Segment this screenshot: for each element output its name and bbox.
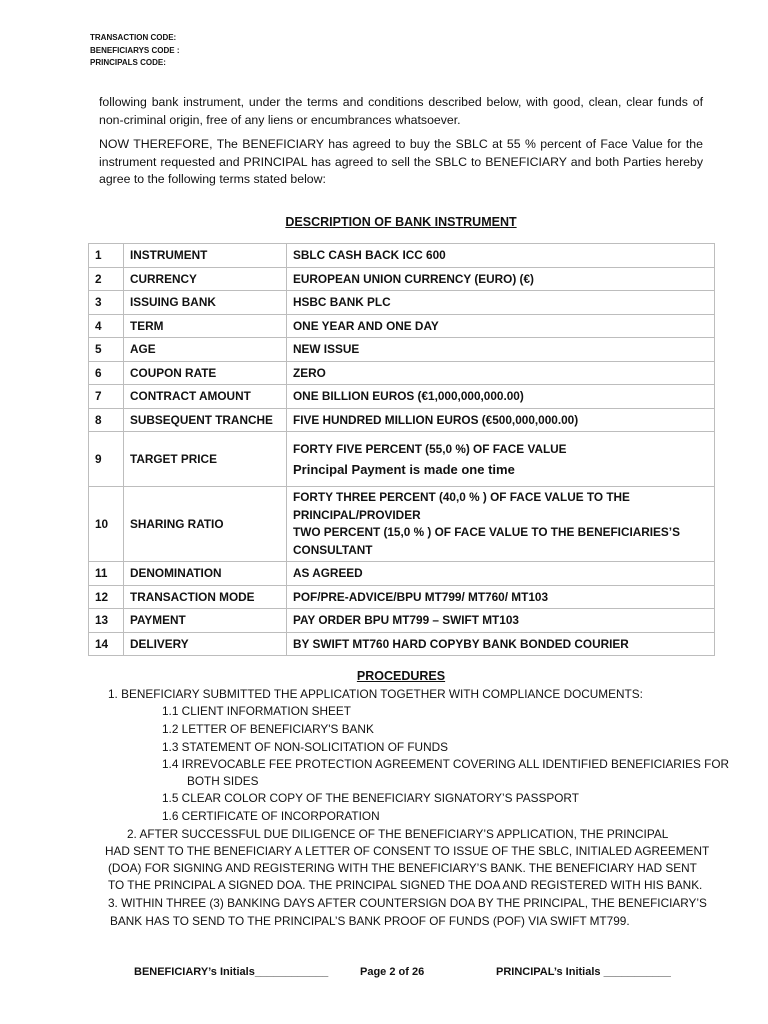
row-value: ONE BILLION EUROS (€1,000,000,000.00) <box>287 385 715 409</box>
instrument-table <box>88 243 715 656</box>
table-row <box>89 314 715 338</box>
table-row <box>89 562 715 586</box>
beneficiary-initials: BENEFICIARY’s Initials____________ <box>134 966 329 978</box>
target-price-note: Principal Payment is made one time <box>293 461 515 477</box>
procedures-title: PROCEDURES <box>356 669 446 683</box>
row-number: 1 <box>89 244 124 268</box>
row-value: ZERO <box>287 361 715 385</box>
description-title: DESCRIPTION OF BANK INSTRUMENT <box>285 215 517 229</box>
table-row <box>89 487 715 562</box>
row-label: CURRENCY <box>124 267 287 291</box>
row-number: 6 <box>89 361 124 385</box>
row-label: TARGET PRICE <box>124 432 287 487</box>
table-row <box>89 632 715 656</box>
row-number: 2 <box>89 267 124 291</box>
table-row <box>89 244 715 268</box>
row-value: BY SWIFT MT760 HARD COPYBY BANK BONDED COURIER <box>287 632 715 656</box>
table-row <box>89 408 715 432</box>
table-row <box>89 432 715 487</box>
transaction-code-label: TRANSACTION CODE: <box>90 33 177 42</box>
procedure-step-1: 1. BENEFICIARY SUBMITTED THE APPLICATION TOGETHER WITH COMPLIANCE DOCUMENTS: <box>108 687 643 701</box>
procedure-substep: 1.4 IRREVOCABLE FEE PROTECTION AGREEMENT COVERING ALL IDENTIFIED BENEFICIARIES FOR <box>162 757 730 771</box>
procedure-substep: 1.2 LETTER OF BENEFICIARY'S BANK <box>162 722 374 736</box>
row-label: PAYMENT <box>124 609 287 633</box>
row-value: POF/PRE-ADVICE/BPU MT799/ MT760/ MT103 <box>287 585 715 609</box>
row-label: AGE <box>124 338 287 362</box>
procedure-substep: 1.6 CERTIFICATE OF INCORPORATION <box>162 809 380 823</box>
row-label: ISSUING BANK <box>124 291 287 315</box>
table-row <box>89 385 715 409</box>
procedure-substep: 1.5 CLEAR COLOR COPY OF THE BENEFICIARY SIGNATORY’S PASSPORT <box>162 791 579 805</box>
procedure-step-2-line: HAD SENT TO THE BENEFICIARY A LETTER OF CONSENT TO ISSUE OF THE SBLC, INITIALED AGREEMENT <box>105 844 710 858</box>
procedure-step-3: 3. WITHIN THREE (3) BANKING DAYS AFTER COUNTERSIGN DOA BY THE PRINCIPAL, THE BENEFICIARY’S <box>108 896 707 910</box>
sharing-ratio-consultant: TWO PERCENT (15,0 % ) OF FACE VALUE TO THE BENEFICIARIES’S CONSULTANT <box>293 525 680 557</box>
sharing-ratio-principal: FORTY THREE PERCENT (40,0 % ) OF FACE VALUE TO THE PRINCIPAL/PROVIDER <box>293 490 630 522</box>
principals-code-label: PRINCIPALS CODE: <box>90 58 166 67</box>
row-number: 7 <box>89 385 124 409</box>
row-number: 13 <box>89 609 124 633</box>
row-value <box>287 432 715 487</box>
row-label: CONTRACT AMOUNT <box>124 385 287 409</box>
row-number: 9 <box>89 432 124 487</box>
row-value: FIVE HUNDRED MILLION EUROS (€500,000,000.00) <box>287 408 715 432</box>
table-row <box>89 338 715 362</box>
row-value: HSBC BANK PLC <box>287 291 715 315</box>
procedure-substep: 1.3 STATEMENT OF NON-SOLICITATION OF FUNDS <box>162 740 448 754</box>
row-number: 3 <box>89 291 124 315</box>
target-price-value: FORTY FIVE PERCENT (55,0 %) OF FACE VALUE <box>293 441 567 456</box>
row-value: ONE YEAR AND ONE DAY <box>287 314 715 338</box>
row-label: DENOMINATION <box>124 562 287 586</box>
row-number: 5 <box>89 338 124 362</box>
procedure-step-3-line: BANK HAS TO SEND TO THE PRINCIPAL’S BANK PROOF OF FUNDS (POF) VIA SWIFT MT799. <box>110 914 630 928</box>
table-row <box>89 291 715 315</box>
table-row <box>89 267 715 291</box>
row-number: 14 <box>89 632 124 656</box>
principal-initials: PRINCIPAL’s Initials ___________ <box>496 966 671 978</box>
row-label: TERM <box>124 314 287 338</box>
procedure-substep-continued: BOTH SIDES <box>187 774 259 788</box>
row-label: SUBSEQUENT TRANCHE <box>124 408 287 432</box>
table-row <box>89 609 715 633</box>
row-number: 10 <box>89 487 124 562</box>
row-value: PAY ORDER BPU MT799 – SWIFT MT103 <box>287 609 715 633</box>
procedure-substep: 1.1 CLIENT INFORMATION SHEET <box>162 704 351 718</box>
row-label: DELIVERY <box>124 632 287 656</box>
row-value <box>287 487 715 562</box>
row-value: AS AGREED <box>287 562 715 586</box>
row-label: SHARING RATIO <box>124 487 287 562</box>
row-number: 11 <box>89 562 124 586</box>
row-label: TRANSACTION MODE <box>124 585 287 609</box>
row-value: NEW ISSUE <box>287 338 715 362</box>
row-value: EUROPEAN UNION CURRENCY (EURO) (€) <box>287 267 715 291</box>
intro-paragraph-2: NOW THEREFORE, The BENEFICIARY has agreed to buy the SBLC at 55 % percent of Face Value for the instrument requested and PRINCIPAL has agreed to sell the SBLC to BENEFICIARY and both Parties hereby agree to the following terms stated below: <box>99 137 703 186</box>
procedure-step-2-line: TO THE PRINCIPAL A SIGNED DOA. THE PRINCIPAL SIGNED THE DOA AND REGISTERED WITH HIS BANK. <box>108 878 703 892</box>
intro-paragraph-1: following bank instrument, under the terms and conditions described below, with good, clean, clear funds of non-criminal origin, free of any liens or encumbrances whatsoever. <box>99 95 703 127</box>
procedure-step-2: 2. AFTER SUCCESSFUL DUE DILIGENCE OF THE BENEFICIARY’S APPLICATION, THE PRINCIPAL <box>127 827 669 841</box>
table-row <box>89 585 715 609</box>
beneficiarys-code-label: BENEFICIARYS CODE : <box>90 45 180 55</box>
row-label: COUPON RATE <box>124 361 287 385</box>
row-value: SBLC CASH BACK ICC 600 <box>287 244 715 268</box>
row-number: 12 <box>89 585 124 609</box>
row-number: 8 <box>89 408 124 432</box>
row-number: 4 <box>89 314 124 338</box>
row-label: INSTRUMENT <box>124 244 287 268</box>
document-header <box>90 32 180 70</box>
procedure-step-2-line: (DOA) FOR SIGNING AND REGISTERING WITH THE BENEFICIARY’S BANK. THE BENEFICIARY HAD SENT <box>108 861 697 875</box>
table-row <box>89 361 715 385</box>
page-number: Page 2 of 26 <box>360 966 425 978</box>
